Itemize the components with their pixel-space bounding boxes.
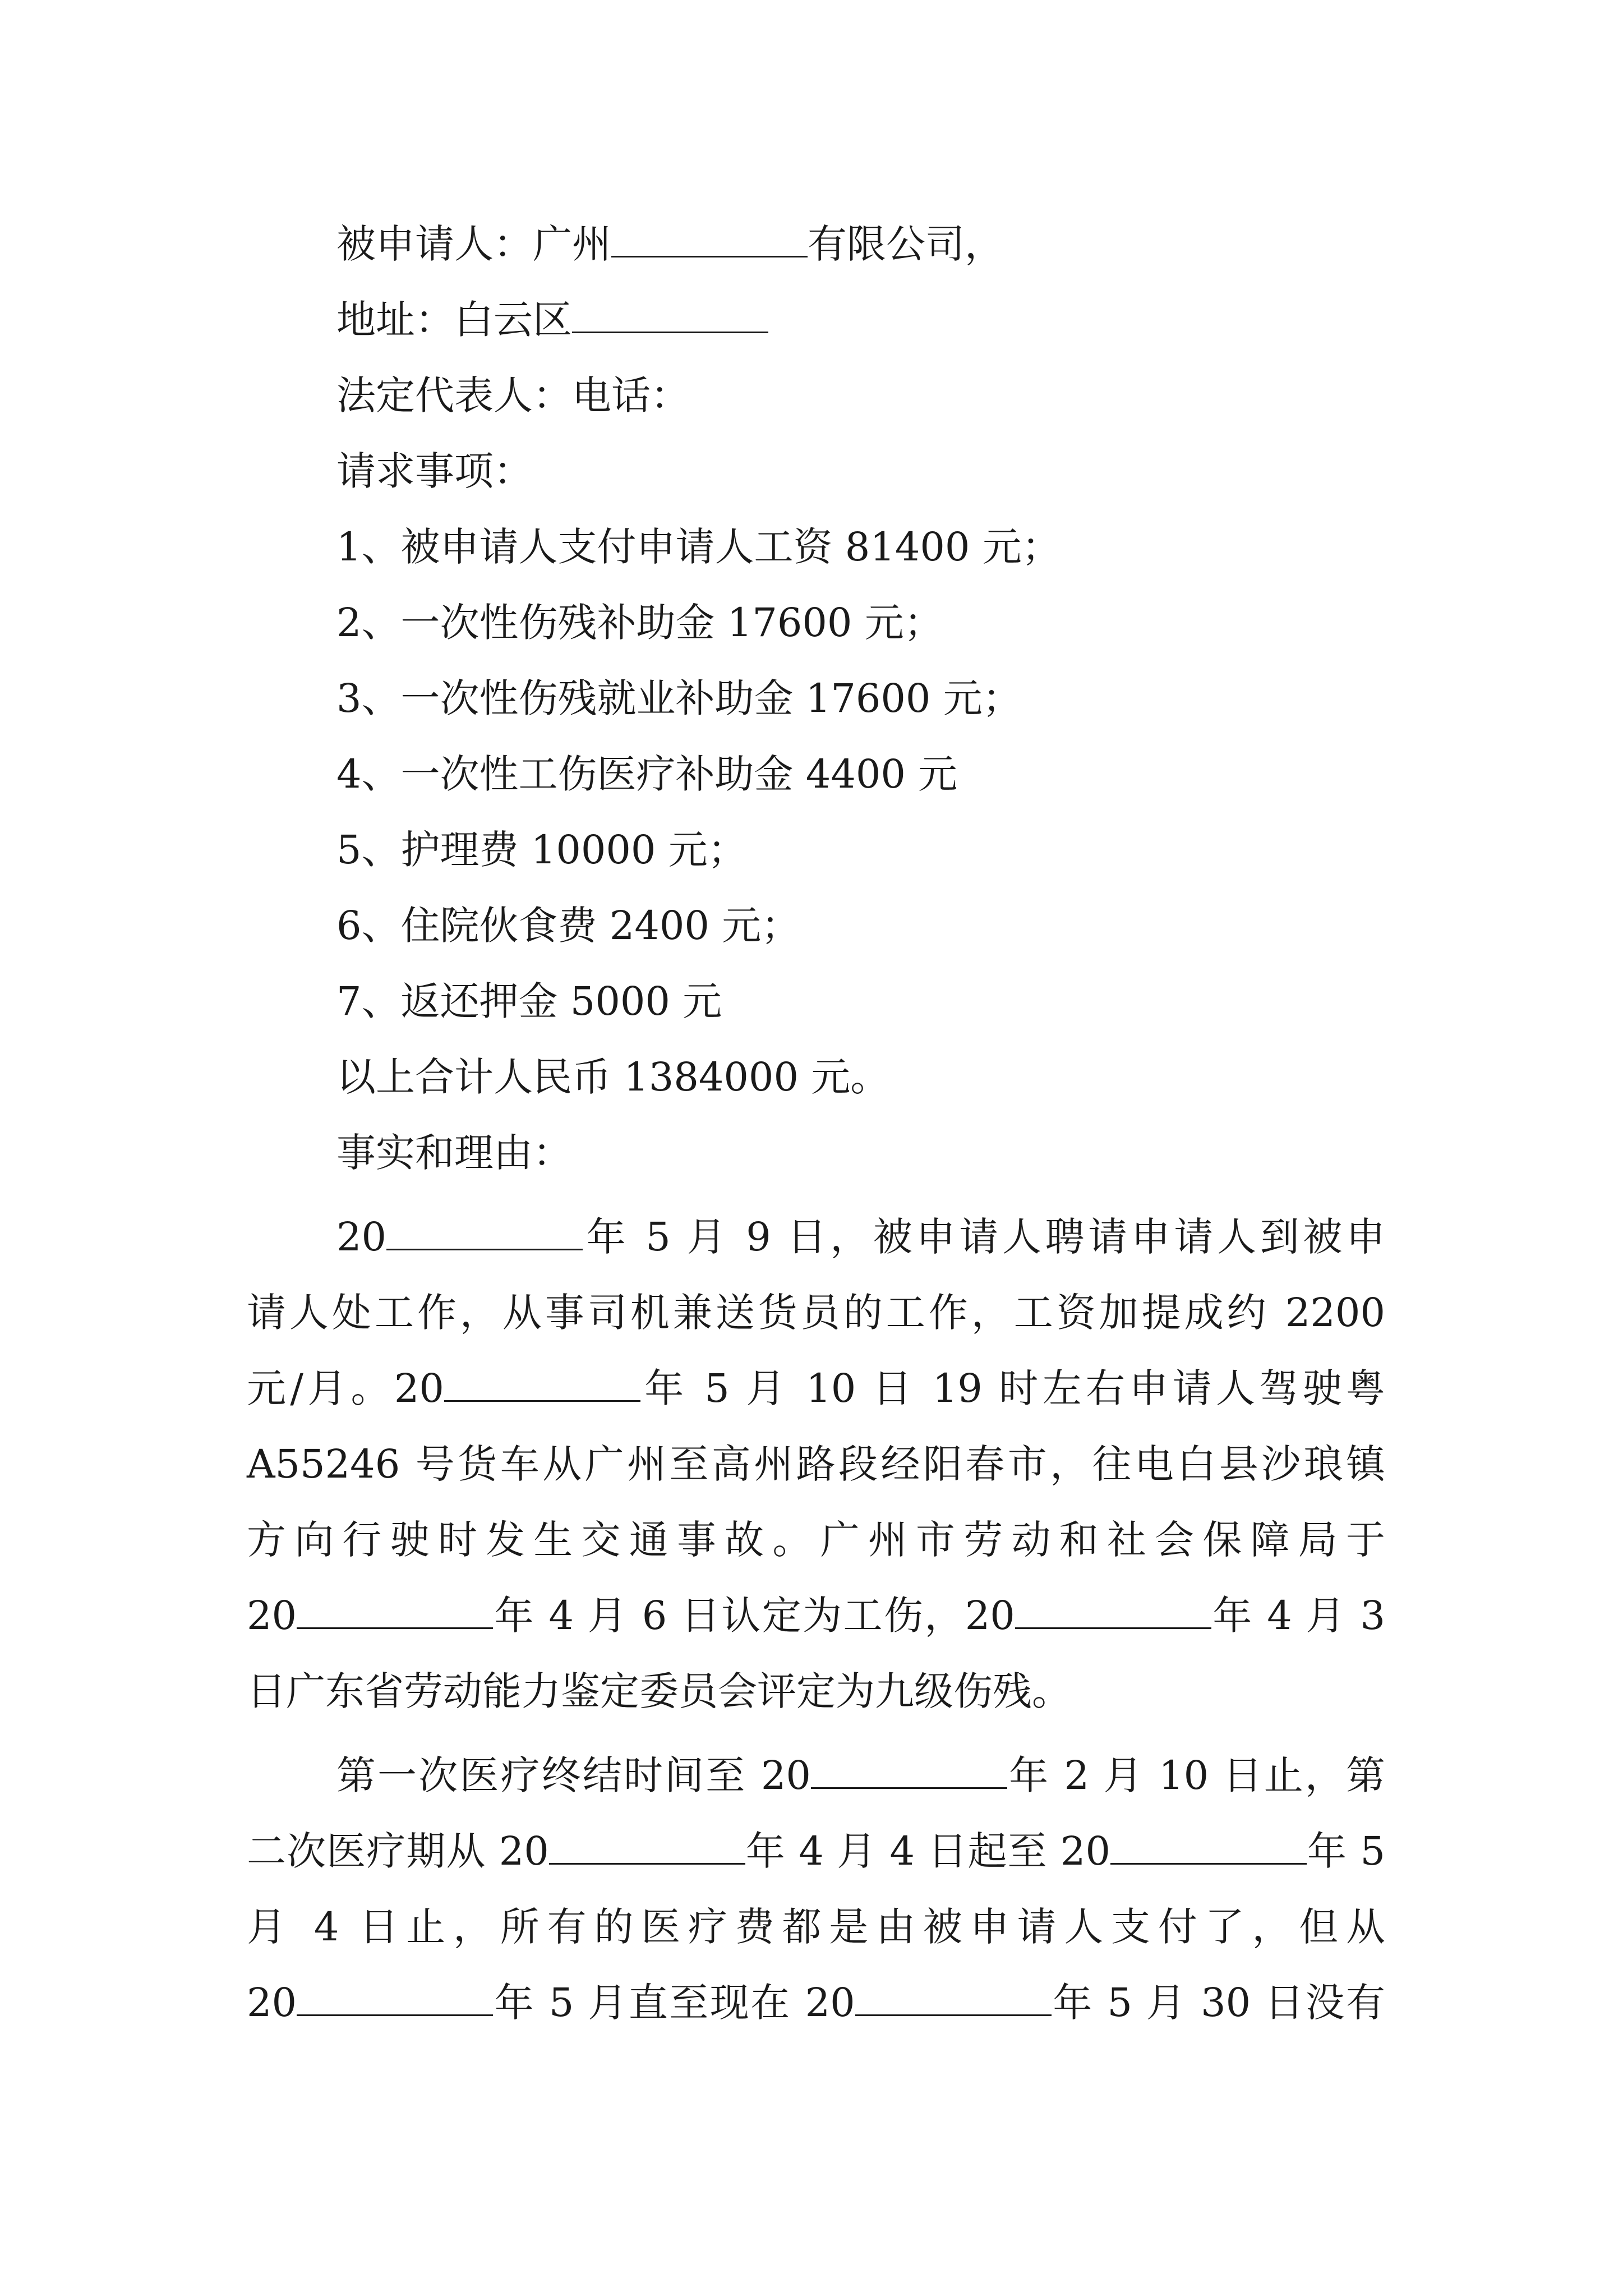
paragraph-line: 方向行驶时发生交通事故。广州市劳动和社会保障局于 — [247, 1517, 1385, 1563]
text-run: 二次医疗期从 20 — [247, 1828, 549, 1874]
blank-field — [549, 1828, 745, 1865]
text-run: 年 4 月 4 日起至 20 — [745, 1828, 1110, 1874]
paragraph-line — [247, 1360, 1385, 1416]
claims-total: 以上合计人民币 1384000 元。 — [336, 1054, 890, 1100]
text-run: 元/月。20 — [247, 1365, 444, 1411]
text-run: 年 5 月 30 日没有 — [1051, 1980, 1385, 2026]
claim-item: 1、被申请人支付申请人工资 81400 元； — [336, 524, 1061, 570]
text-run: 20 — [247, 1593, 297, 1639]
paragraph-line — [247, 1588, 1385, 1644]
blank-field — [811, 1752, 1007, 1789]
text-run: 20 — [336, 1214, 387, 1260]
claim-item: 2、一次性伤残补助金 17600 元； — [336, 600, 943, 646]
blank-field — [1015, 1593, 1211, 1629]
claim-item: 5、护理费 10000 元； — [336, 827, 747, 873]
text-run: 年 2 月 10 日止，第 — [1007, 1752, 1385, 1798]
blank-field — [855, 1980, 1052, 2016]
text-run: 第一次医疗终结时间至 20 — [336, 1752, 811, 1798]
claim-item: 6、住院伙食费 2400 元； — [336, 903, 801, 949]
address-line — [336, 292, 768, 348]
representative-line: 法定代表人：电话： — [336, 372, 690, 418]
blank-field — [444, 1365, 640, 1402]
respondent-label: 被申请人：广州 — [336, 221, 611, 267]
paragraph-line: A55246 号货车从广州至高州路段经阳春市，往电白县沙琅镇 — [247, 1441, 1385, 1487]
blank-field — [611, 221, 808, 257]
paragraph-line — [247, 1975, 1385, 2031]
paragraph-line — [336, 1747, 1385, 1803]
respondent-line — [336, 216, 1004, 272]
paragraph-line — [336, 1209, 1385, 1265]
text-run: 年 4 月 3 — [1211, 1593, 1386, 1639]
blank-field — [297, 1980, 493, 2016]
text-run: 年 5 月 10 日 19 时左右申请人驾驶粤 — [640, 1365, 1386, 1411]
facts-heading: 事实和理由： — [336, 1130, 572, 1176]
paragraph-line: 日广东省劳动能力鉴定委员会评定为九级伤残。 — [247, 1668, 1071, 1714]
text-run: 年 5 月直至现在 20 — [493, 1980, 855, 2026]
claims-heading: 请求事项： — [336, 448, 533, 494]
paragraph-line — [247, 1823, 1385, 1879]
text-run: 年 4 月 6 日认定为工伤，20 — [493, 1593, 1015, 1639]
claim-item: 4、一次性工伤医疗补助金 4400 元 — [336, 751, 958, 797]
blank-field — [572, 297, 768, 333]
claim-item: 3、一次性伤残就业补助金 17600 元； — [336, 675, 1022, 721]
blank-field — [386, 1214, 583, 1250]
blank-field — [297, 1593, 493, 1629]
text-run: 年 5 月 9 日，被申请人聘请申请人到被申 — [583, 1214, 1385, 1260]
respondent-suffix: 有限公司， — [808, 221, 1004, 267]
paragraph-line: 月 4 日止，所有的医疗费都是由被申请人支付了，但从 — [247, 1904, 1385, 1950]
text-run: 年 5 — [1306, 1828, 1385, 1874]
address-label: 地址：白云区 — [336, 297, 572, 343]
text-run: 20 — [247, 1980, 297, 2026]
paragraph-line: 请人处工作，从事司机兼送货员的工作，工资加提成约 2200 — [247, 1290, 1385, 1336]
blank-field — [1110, 1828, 1307, 1865]
claim-item: 7、返还押金 5000 元 — [336, 978, 722, 1024]
